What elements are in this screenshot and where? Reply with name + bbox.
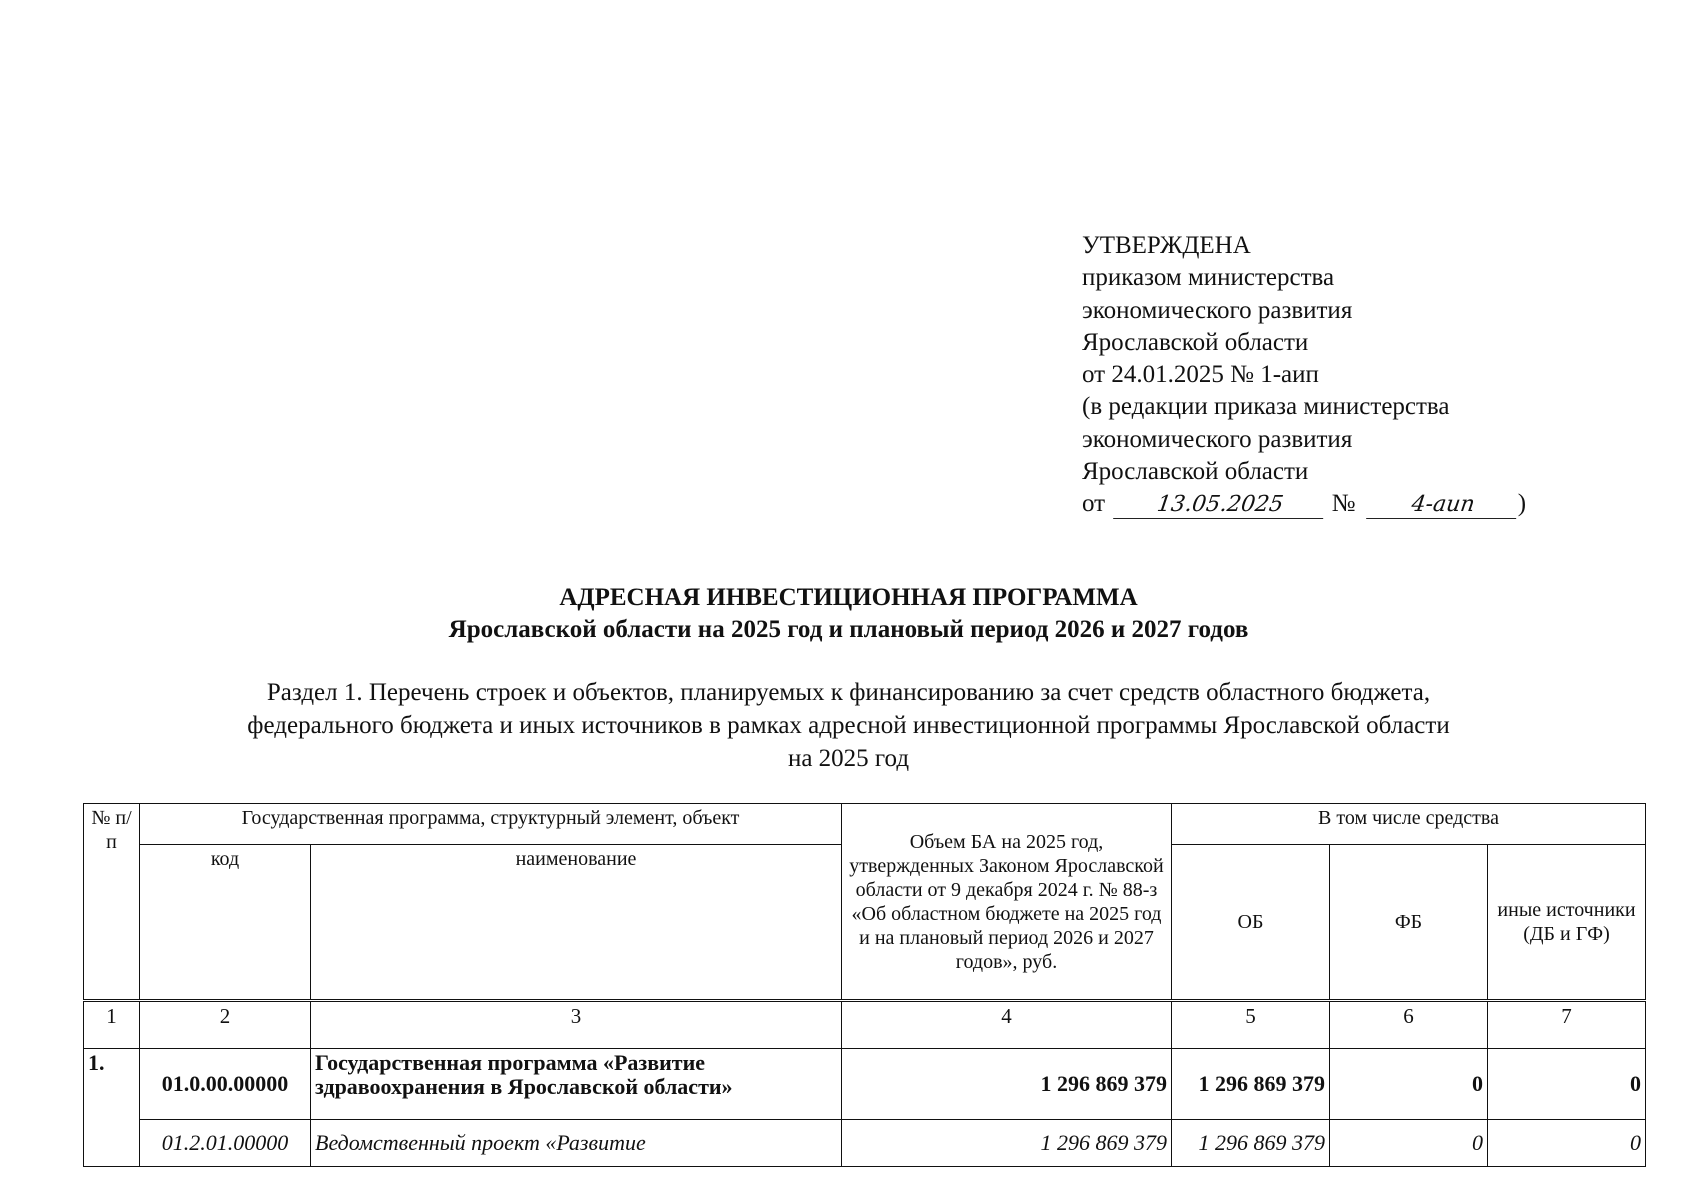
investment-table bbox=[83, 803, 1646, 1167]
header-volume: Объем БА на 2025 год, утвержденных Законом Ярославской области от 9 декабря 2024 г. № 88-з «Об областном бюджете на 2025 год и на плановый период 2026 и 2027 годов», руб. bbox=[842, 804, 1172, 1001]
column-number: 6 bbox=[1330, 1001, 1488, 1049]
approval-amendment-line bbox=[1082, 488, 1526, 520]
handwritten-number: 4-аип bbox=[1366, 492, 1520, 519]
row-name: Ведомственный проект «Развитие bbox=[311, 1120, 842, 1167]
column-number: 7 bbox=[1488, 1001, 1646, 1049]
header-fb: ФБ bbox=[1330, 845, 1488, 1001]
header-program-group: Государственная программа, структурный элемент, объект bbox=[140, 804, 842, 845]
row-other: 0 bbox=[1488, 1120, 1646, 1167]
approval-line: экономического развития bbox=[1082, 425, 1353, 453]
row-code: 01.0.00.00000 bbox=[140, 1049, 311, 1120]
header-row bbox=[84, 804, 1646, 845]
approval-line: экономического развития bbox=[1082, 296, 1353, 324]
column-number: 1 bbox=[84, 1001, 140, 1049]
approval-line: Ярославской области bbox=[1082, 458, 1309, 486]
handwritten-date: 13.05.2025 bbox=[1113, 492, 1327, 519]
closing-paren: ) bbox=[1517, 490, 1527, 518]
section-heading bbox=[130, 676, 1567, 775]
header-code: код bbox=[140, 845, 311, 1001]
approval-line: от 24.01.2025 № 1-аип bbox=[1082, 361, 1319, 389]
table-row bbox=[84, 1120, 1646, 1167]
document-subtitle: Ярославской области на 2025 год и плановый период 2026 и 2027 годов bbox=[448, 616, 1249, 643]
row-volume: 1 296 869 379 bbox=[842, 1120, 1172, 1167]
approval-line: приказом министерства bbox=[1082, 264, 1335, 292]
row-other: 0 bbox=[1488, 1049, 1646, 1120]
section-line: федерального бюджета и иных источников в рамках адресной инвестиционной программы Ярославской области bbox=[247, 712, 1450, 739]
table-row bbox=[84, 1049, 1646, 1120]
approval-line: (в редакции приказа министерства bbox=[1082, 393, 1450, 421]
column-number: 3 bbox=[311, 1001, 842, 1049]
row-ob: 1 296 869 379 bbox=[1172, 1049, 1330, 1120]
column-number: 4 bbox=[842, 1001, 1172, 1049]
approval-prefix: от bbox=[1082, 490, 1106, 518]
header-name: наименование bbox=[311, 845, 842, 1001]
approval-line: Ярославской области bbox=[1082, 328, 1309, 356]
approval-line: УТВЕРЖДЕНА bbox=[1082, 232, 1251, 259]
row-fb: 0 bbox=[1330, 1120, 1488, 1167]
document-title: АДРЕСНАЯ ИНВЕСТИЦИОННАЯ ПРОГРАММА bbox=[559, 584, 1138, 611]
column-number-row bbox=[84, 1001, 1646, 1049]
header-num: № п/п bbox=[84, 804, 140, 1001]
row-ob: 1 296 869 379 bbox=[1172, 1120, 1330, 1167]
row-volume: 1 296 869 379 bbox=[842, 1049, 1172, 1120]
section-line: на 2025 год bbox=[787, 745, 910, 772]
row-fb: 0 bbox=[1330, 1049, 1488, 1120]
header-other: иные источники (ДБ и ГФ) bbox=[1488, 845, 1646, 1001]
header-included-group: В том числе средства bbox=[1172, 804, 1646, 845]
column-number: 2 bbox=[140, 1001, 311, 1049]
column-number: 5 bbox=[1172, 1001, 1330, 1049]
header-ob: ОБ bbox=[1172, 845, 1330, 1001]
row-name: Государственная программа «Развитие здравоохранения в Ярославской области» bbox=[311, 1049, 842, 1120]
row-num: 1. bbox=[84, 1049, 140, 1167]
section-line: Раздел 1. Перечень строек и объектов, планируемых к финансированию за счет средств областного бюджета, bbox=[266, 679, 1431, 706]
row-code: 01.2.01.00000 bbox=[140, 1120, 311, 1167]
approval-block bbox=[1082, 230, 1526, 521]
number-sign: № bbox=[1331, 490, 1356, 518]
